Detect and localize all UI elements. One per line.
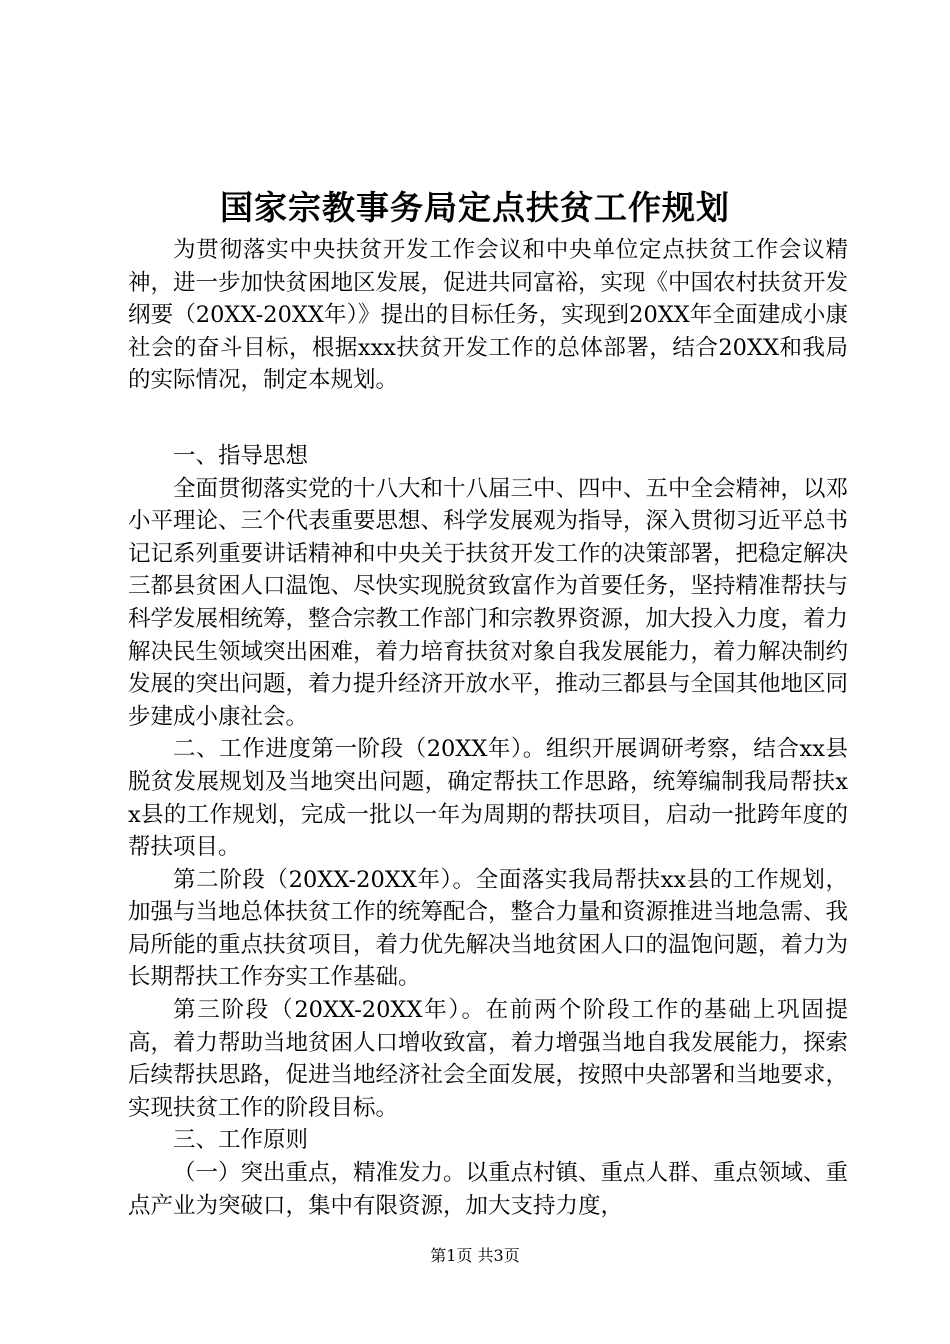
intro-paragraph: 为贯彻落实中央扶贫开发工作会议和中央单位定点扶贫工作会议精神，进一步加快贫困地区发展，促进共同富裕，实现《中国农村扶贫开发纲要（20XX-20XX年）》提出的目标任务，实现到20XX年全面建成小康社会的奋斗目标，根据xxx扶贫开发工作的总体部署，结合20XX和我局的实际情况，制定本规划。	[128, 237, 849, 394]
section-heading-work-principles: 三、工作原则	[173, 1127, 309, 1154]
document-title: 国家宗教事务局定点扶贫工作规划	[220, 188, 730, 227]
document-body	[128, 234, 848, 1222]
principle-one-paragraph: （一）突出重点，精准发力。以重点村镇、重点人群、重点领域、重点产业为突破口，集中有限资源，加大支持力度，	[128, 1160, 849, 1219]
phase-three-paragraph: 第三阶段（20XX-20XX年）。在前两个阶段工作的基础上巩固提高，着力帮助当地贫困人口增收致富，着力增强当地自我发展能力，探索后续帮扶思路，促进当地经济社会全面发展，按照中央部署和当地要求，实现扶贫工作的阶段目标。	[128, 997, 849, 1121]
section-heading-guiding-thought: 一、指导思想	[173, 442, 309, 469]
phase-two-paragraph: 第二阶段（20XX-20XX年）。全面落实我局帮扶xx县的工作规划，加强与当地总体扶贫工作的统筹配合，整合力量和资源推进当地急需、我局所能的重点扶贫项目，着力优先解决当地贫困人口的温饱问题，着力为长期帮扶工作夯实工作基础。	[128, 866, 849, 991]
guiding-thought-paragraph: 全面贯彻落实党的十八大和十八届三中、四中、五中全会精神，以邓小平理论、三个代表重要思想、科学发展观为指导，深入贯彻习近平总书记记系列重要讲话精神和中央关于扶贫开发工作的决策部署，把稳定解决三都县贫困人口温饱、尽快实现脱贫致富作为首要任务，坚持精准帮扶与科学发展相统筹，整合宗教工作部门和宗教界资源，加大投入力度，着力解决民生领域突出困难，着力培育扶贫对象自我发展能力，着力解决制约发展的突出问题，着力提升经济开放水平，推动三都县与全国其他地区同步建成小康社会。	[128, 475, 849, 730]
page-number-footer: 第1页 共3页	[430, 1246, 520, 1265]
work-progress-phase-one-paragraph: 二、工作进度第一阶段（20XX年）。组织开展调研考察，结合xx县脱贫发展规划及当地突出问题，确定帮扶工作思路，统筹编制我局帮扶xx县的工作规划，完成一批以一年为周期的帮扶项目，启动一批跨年度的帮扶项目。	[128, 736, 848, 861]
